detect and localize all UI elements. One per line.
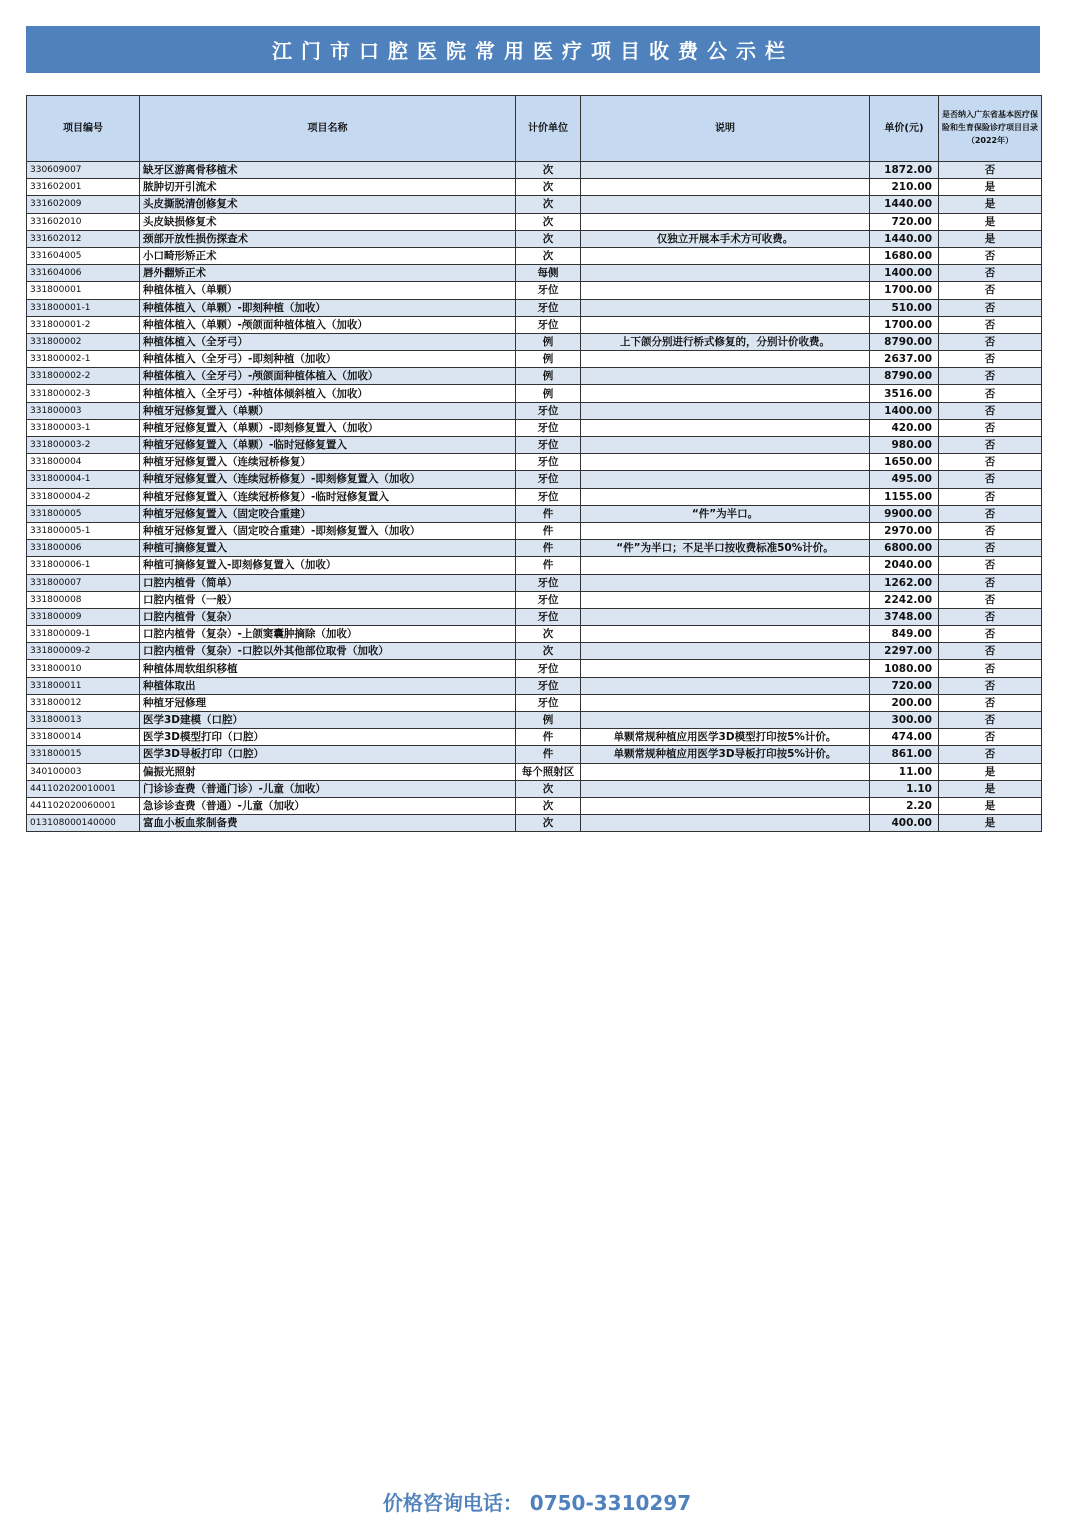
row-code: 331800005 — [27, 505, 140, 522]
row-note — [581, 179, 870, 196]
row-code: 331800006-1 — [27, 557, 140, 574]
row-name: 种植体植入（单颗） — [140, 282, 516, 299]
row-name: 富血小板血浆制备费 — [140, 815, 516, 832]
row-name: 偏振光照射 — [140, 763, 516, 780]
row-note: 单颗常规种植应用医学3D模型打印按5%计价。 — [581, 729, 870, 746]
row-insured: 否 — [939, 247, 1042, 264]
row-note — [581, 402, 870, 419]
row-note — [581, 660, 870, 677]
row-note — [581, 643, 870, 660]
row-note — [581, 591, 870, 608]
row-name: 缺牙区游离骨移植术 — [140, 162, 516, 179]
table-row — [27, 488, 1042, 505]
table-row — [27, 213, 1042, 230]
table-row — [27, 316, 1042, 333]
row-price: 720.00 — [870, 677, 939, 694]
row-name: 头皮缺损修复术 — [140, 213, 516, 230]
row-note: 单颗常规种植应用医学3D导板打印按5%计价。 — [581, 746, 870, 763]
row-name: 种植牙冠修复置入（单颗）-临时冠修复置入 — [140, 437, 516, 454]
row-name: 口腔内植骨（复杂） — [140, 608, 516, 625]
table-row — [27, 505, 1042, 522]
row-code: 331800009-2 — [27, 643, 140, 660]
row-code: 331800003-2 — [27, 437, 140, 454]
row-unit: 牙位 — [516, 437, 581, 454]
row-note — [581, 471, 870, 488]
row-unit: 次 — [516, 643, 581, 660]
row-price: 1650.00 — [870, 454, 939, 471]
row-name: 医学3D导板打印（口腔） — [140, 746, 516, 763]
row-unit: 牙位 — [516, 316, 581, 333]
row-price: 8790.00 — [870, 368, 939, 385]
table-row — [27, 162, 1042, 179]
row-note — [581, 780, 870, 797]
row-unit: 每个照射区 — [516, 763, 581, 780]
row-unit: 牙位 — [516, 299, 581, 316]
row-name: 种植牙冠修复置入（固定咬合重建）-即刻修复置入（加收） — [140, 522, 516, 539]
row-note — [581, 557, 870, 574]
row-note — [581, 162, 870, 179]
row-insured: 否 — [939, 162, 1042, 179]
table-row — [27, 815, 1042, 832]
row-unit: 件 — [516, 746, 581, 763]
row-note — [581, 385, 870, 402]
row-insured: 是 — [939, 763, 1042, 780]
row-note — [581, 694, 870, 711]
row-note: 上下颌分别进行桥式修复的，分别计价收费。 — [581, 333, 870, 350]
row-insured: 否 — [939, 351, 1042, 368]
row-code: 331800011 — [27, 677, 140, 694]
table-row — [27, 247, 1042, 264]
row-insured: 否 — [939, 557, 1042, 574]
row-price: 1262.00 — [870, 574, 939, 591]
table-row — [27, 471, 1042, 488]
row-note — [581, 368, 870, 385]
header-code: 项目编号 — [27, 96, 140, 162]
row-name: 种植牙冠修复置入（单颗） — [140, 402, 516, 419]
row-insured: 是 — [939, 815, 1042, 832]
row-name: 口腔内植骨（一般） — [140, 591, 516, 608]
row-code: 441102020010001 — [27, 780, 140, 797]
row-code: 331604006 — [27, 265, 140, 282]
row-price: 300.00 — [870, 712, 939, 729]
row-unit: 次 — [516, 780, 581, 797]
row-code: 330609007 — [27, 162, 140, 179]
row-unit: 件 — [516, 557, 581, 574]
row-note — [581, 712, 870, 729]
row-price: 400.00 — [870, 815, 939, 832]
row-code: 331800001-2 — [27, 316, 140, 333]
row-name: 急诊诊查费（普通）-儿童（加收） — [140, 797, 516, 814]
row-price: 3748.00 — [870, 608, 939, 625]
row-code: 331604005 — [27, 247, 140, 264]
row-name: 小口畸形矫正术 — [140, 247, 516, 264]
row-code: 331800008 — [27, 591, 140, 608]
row-price: 849.00 — [870, 626, 939, 643]
row-name: 种植牙冠修复置入（连续冠桥修复）-即刻修复置入（加收） — [140, 471, 516, 488]
row-unit: 牙位 — [516, 608, 581, 625]
row-note — [581, 419, 870, 436]
row-price: 1155.00 — [870, 488, 939, 505]
row-insured: 否 — [939, 402, 1042, 419]
row-unit: 件 — [516, 522, 581, 539]
row-insured: 否 — [939, 694, 1042, 711]
row-name: 种植体周软组织移植 — [140, 660, 516, 677]
row-unit: 次 — [516, 179, 581, 196]
row-name: 种植体植入（全牙弓）-颅颌面种植体植入（加收） — [140, 368, 516, 385]
row-note — [581, 608, 870, 625]
header-insured: 是否纳入广东省基本医疗保险和生育保险诊疗项目目录（2022年） — [939, 96, 1042, 162]
row-price: 1700.00 — [870, 282, 939, 299]
row-insured: 否 — [939, 677, 1042, 694]
table-row — [27, 729, 1042, 746]
row-note — [581, 522, 870, 539]
table-row — [27, 626, 1042, 643]
row-price: 2970.00 — [870, 522, 939, 539]
row-unit: 次 — [516, 797, 581, 814]
row-unit: 例 — [516, 712, 581, 729]
table-row — [27, 230, 1042, 247]
row-note — [581, 815, 870, 832]
row-note: 仅独立开展本手术方可收费。 — [581, 230, 870, 247]
row-code: 331800005-1 — [27, 522, 140, 539]
row-code: 331800003 — [27, 402, 140, 419]
table-row — [27, 196, 1042, 213]
table-row — [27, 454, 1042, 471]
row-insured: 否 — [939, 471, 1042, 488]
row-code: 331800006 — [27, 540, 140, 557]
row-name: 口腔内植骨（复杂）-口腔以外其他部位取骨（加收） — [140, 643, 516, 660]
row-note — [581, 316, 870, 333]
row-price: 6800.00 — [870, 540, 939, 557]
row-unit: 次 — [516, 247, 581, 264]
row-code: 331602001 — [27, 179, 140, 196]
row-note — [581, 196, 870, 213]
row-code: 331602010 — [27, 213, 140, 230]
row-price: 3516.00 — [870, 385, 939, 402]
row-unit: 牙位 — [516, 282, 581, 299]
row-code: 331602009 — [27, 196, 140, 213]
row-code: 331800004-2 — [27, 488, 140, 505]
row-name: 种植可摘修复置入 — [140, 540, 516, 557]
header-price: 单价(元) — [870, 96, 939, 162]
page-title: 江门市口腔医院常用医疗项目收费公示栏 — [272, 39, 794, 63]
row-name: 口腔内植骨（简单） — [140, 574, 516, 591]
row-note — [581, 488, 870, 505]
price-hotline: 价格咨询电话： 0750-3310297 — [382, 1491, 692, 1515]
row-insured: 否 — [939, 299, 1042, 316]
row-price: 11.00 — [870, 763, 939, 780]
row-code: 331800001 — [27, 282, 140, 299]
table-row — [27, 712, 1042, 729]
row-code: 331800002 — [27, 333, 140, 350]
row-unit: 牙位 — [516, 419, 581, 436]
table-row — [27, 299, 1042, 316]
row-price: 2.20 — [870, 797, 939, 814]
fee-table — [26, 95, 1042, 832]
row-price: 200.00 — [870, 694, 939, 711]
row-insured: 否 — [939, 368, 1042, 385]
row-price: 474.00 — [870, 729, 939, 746]
table-row — [27, 179, 1042, 196]
row-name: 医学3D模型打印（口腔） — [140, 729, 516, 746]
row-insured: 否 — [939, 660, 1042, 677]
row-code: 331800007 — [27, 574, 140, 591]
row-code: 331800002-2 — [27, 368, 140, 385]
row-price: 1400.00 — [870, 265, 939, 282]
row-price: 2637.00 — [870, 351, 939, 368]
row-insured: 否 — [939, 333, 1042, 350]
table-row — [27, 694, 1042, 711]
row-unit: 牙位 — [516, 471, 581, 488]
row-price: 980.00 — [870, 437, 939, 454]
table-row — [27, 557, 1042, 574]
row-note — [581, 299, 870, 316]
table-row — [27, 660, 1042, 677]
row-insured: 是 — [939, 179, 1042, 196]
row-name: 口腔内植骨（复杂）-上颌窦囊肿摘除（加收） — [140, 626, 516, 643]
row-name: 种植体取出 — [140, 677, 516, 694]
row-price: 8790.00 — [870, 333, 939, 350]
row-code: 340100003 — [27, 763, 140, 780]
row-insured: 是 — [939, 213, 1042, 230]
row-unit: 牙位 — [516, 677, 581, 694]
row-note — [581, 437, 870, 454]
row-insured: 是 — [939, 780, 1042, 797]
row-name: 种植体植入（全牙弓）-种植体倾斜植入（加收） — [140, 385, 516, 402]
row-note — [581, 677, 870, 694]
row-insured: 否 — [939, 591, 1042, 608]
row-price: 210.00 — [870, 179, 939, 196]
table-row — [27, 402, 1042, 419]
row-code: 441102020060001 — [27, 797, 140, 814]
table-row — [27, 780, 1042, 797]
row-insured: 否 — [939, 505, 1042, 522]
row-unit: 次 — [516, 230, 581, 247]
row-name: 种植可摘修复置入-即刻修复置入（加收） — [140, 557, 516, 574]
row-price: 720.00 — [870, 213, 939, 230]
row-price: 510.00 — [870, 299, 939, 316]
table-row — [27, 385, 1042, 402]
row-price: 2297.00 — [870, 643, 939, 660]
row-code: 331800001-1 — [27, 299, 140, 316]
row-note — [581, 282, 870, 299]
row-insured: 否 — [939, 265, 1042, 282]
row-insured: 是 — [939, 196, 1042, 213]
row-unit: 牙位 — [516, 591, 581, 608]
row-code: 331800004-1 — [27, 471, 140, 488]
title-banner — [26, 26, 1040, 73]
table-header-row — [27, 96, 1042, 162]
table-row — [27, 419, 1042, 436]
row-unit: 次 — [516, 196, 581, 213]
row-name: 种植体植入（单颗）-即刻种植（加收） — [140, 299, 516, 316]
row-unit: 次 — [516, 162, 581, 179]
row-note — [581, 351, 870, 368]
table-row — [27, 333, 1042, 350]
row-name: 种植牙冠修复置入（单颗）-即刻修复置入（加收） — [140, 419, 516, 436]
table-row — [27, 351, 1042, 368]
row-price: 1.10 — [870, 780, 939, 797]
table-row — [27, 574, 1042, 591]
table-row — [27, 677, 1042, 694]
row-code: 331800013 — [27, 712, 140, 729]
table-row — [27, 540, 1042, 557]
row-note: “件”为半口；不足半口按收费标准50%计价。 — [581, 540, 870, 557]
row-price: 420.00 — [870, 419, 939, 436]
row-price: 2242.00 — [870, 591, 939, 608]
row-name: 颈部开放性损伤探查术 — [140, 230, 516, 247]
row-price: 1440.00 — [870, 230, 939, 247]
row-name: 种植牙冠修复置入（连续冠桥修复）-临时冠修复置入 — [140, 488, 516, 505]
row-code: 331800003-1 — [27, 419, 140, 436]
row-code: 331800009-1 — [27, 626, 140, 643]
row-code: 331800004 — [27, 454, 140, 471]
row-price: 2040.00 — [870, 557, 939, 574]
row-insured: 否 — [939, 746, 1042, 763]
row-code: 331602012 — [27, 230, 140, 247]
row-unit: 每侧 — [516, 265, 581, 282]
row-price: 1400.00 — [870, 402, 939, 419]
row-insured: 否 — [939, 488, 1042, 505]
row-unit: 牙位 — [516, 574, 581, 591]
row-note — [581, 797, 870, 814]
row-price: 1080.00 — [870, 660, 939, 677]
header-unit: 计价单位 — [516, 96, 581, 162]
row-unit: 牙位 — [516, 488, 581, 505]
row-unit: 件 — [516, 505, 581, 522]
row-unit: 牙位 — [516, 402, 581, 419]
row-unit: 件 — [516, 729, 581, 746]
header-note: 说明 — [581, 96, 870, 162]
table-row — [27, 282, 1042, 299]
row-name: 脓肿切开引流术 — [140, 179, 516, 196]
row-note — [581, 213, 870, 230]
row-note — [581, 763, 870, 780]
row-insured: 否 — [939, 316, 1042, 333]
row-insured: 否 — [939, 712, 1042, 729]
table-row — [27, 522, 1042, 539]
row-insured: 否 — [939, 419, 1042, 436]
row-unit: 例 — [516, 351, 581, 368]
row-price: 495.00 — [870, 471, 939, 488]
row-note — [581, 574, 870, 591]
row-note: “件”为半口。 — [581, 505, 870, 522]
table-row — [27, 437, 1042, 454]
row-name: 医学3D建模（口腔） — [140, 712, 516, 729]
row-name: 种植牙冠修理 — [140, 694, 516, 711]
table-row — [27, 746, 1042, 763]
row-name: 种植牙冠修复置入（连续冠桥修复） — [140, 454, 516, 471]
row-insured: 否 — [939, 729, 1042, 746]
row-unit: 例 — [516, 368, 581, 385]
row-name: 种植牙冠修复置入（固定咬合重建） — [140, 505, 516, 522]
header-name: 项目名称 — [140, 96, 516, 162]
row-unit: 例 — [516, 333, 581, 350]
table-row — [27, 763, 1042, 780]
row-code: 013108000140000 — [27, 815, 140, 832]
row-unit: 牙位 — [516, 454, 581, 471]
row-price: 1680.00 — [870, 247, 939, 264]
row-price: 9900.00 — [870, 505, 939, 522]
row-unit: 件 — [516, 540, 581, 557]
row-insured: 是 — [939, 797, 1042, 814]
table-row — [27, 797, 1042, 814]
table-row — [27, 591, 1042, 608]
row-code: 331800010 — [27, 660, 140, 677]
row-insured: 否 — [939, 385, 1042, 402]
row-code: 331800012 — [27, 694, 140, 711]
row-price: 1872.00 — [870, 162, 939, 179]
row-name: 种植体植入（单颗）-颅颌面种植体植入（加收） — [140, 316, 516, 333]
table-body — [27, 162, 1042, 832]
row-unit: 牙位 — [516, 694, 581, 711]
row-code: 331800014 — [27, 729, 140, 746]
row-price: 1440.00 — [870, 196, 939, 213]
row-note — [581, 247, 870, 264]
row-insured: 否 — [939, 522, 1042, 539]
row-name: 唇外翻矫正术 — [140, 265, 516, 282]
row-price: 1700.00 — [870, 316, 939, 333]
row-unit: 次 — [516, 626, 581, 643]
row-name: 种植体植入（全牙弓）-即刻种植（加收） — [140, 351, 516, 368]
row-note — [581, 454, 870, 471]
row-code: 331800002-1 — [27, 351, 140, 368]
row-code: 331800015 — [27, 746, 140, 763]
row-name: 种植体植入（全牙弓） — [140, 333, 516, 350]
row-insured: 否 — [939, 282, 1042, 299]
row-note — [581, 626, 870, 643]
row-insured: 否 — [939, 643, 1042, 660]
row-unit: 次 — [516, 815, 581, 832]
row-insured: 否 — [939, 540, 1042, 557]
row-insured: 是 — [939, 230, 1042, 247]
row-name: 门诊诊查费（普通门诊）-儿童（加收） — [140, 780, 516, 797]
row-note — [581, 265, 870, 282]
row-insured: 否 — [939, 608, 1042, 625]
row-insured: 否 — [939, 437, 1042, 454]
row-insured: 否 — [939, 626, 1042, 643]
row-unit: 次 — [516, 213, 581, 230]
table-row — [27, 368, 1042, 385]
row-insured: 否 — [939, 574, 1042, 591]
row-name: 头皮撕脱清创修复术 — [140, 196, 516, 213]
table-row — [27, 643, 1042, 660]
row-unit: 牙位 — [516, 660, 581, 677]
table-row — [27, 265, 1042, 282]
row-insured: 否 — [939, 454, 1042, 471]
row-code: 331800009 — [27, 608, 140, 625]
row-unit: 例 — [516, 385, 581, 402]
row-code: 331800002-3 — [27, 385, 140, 402]
table-row — [27, 608, 1042, 625]
row-price: 861.00 — [870, 746, 939, 763]
